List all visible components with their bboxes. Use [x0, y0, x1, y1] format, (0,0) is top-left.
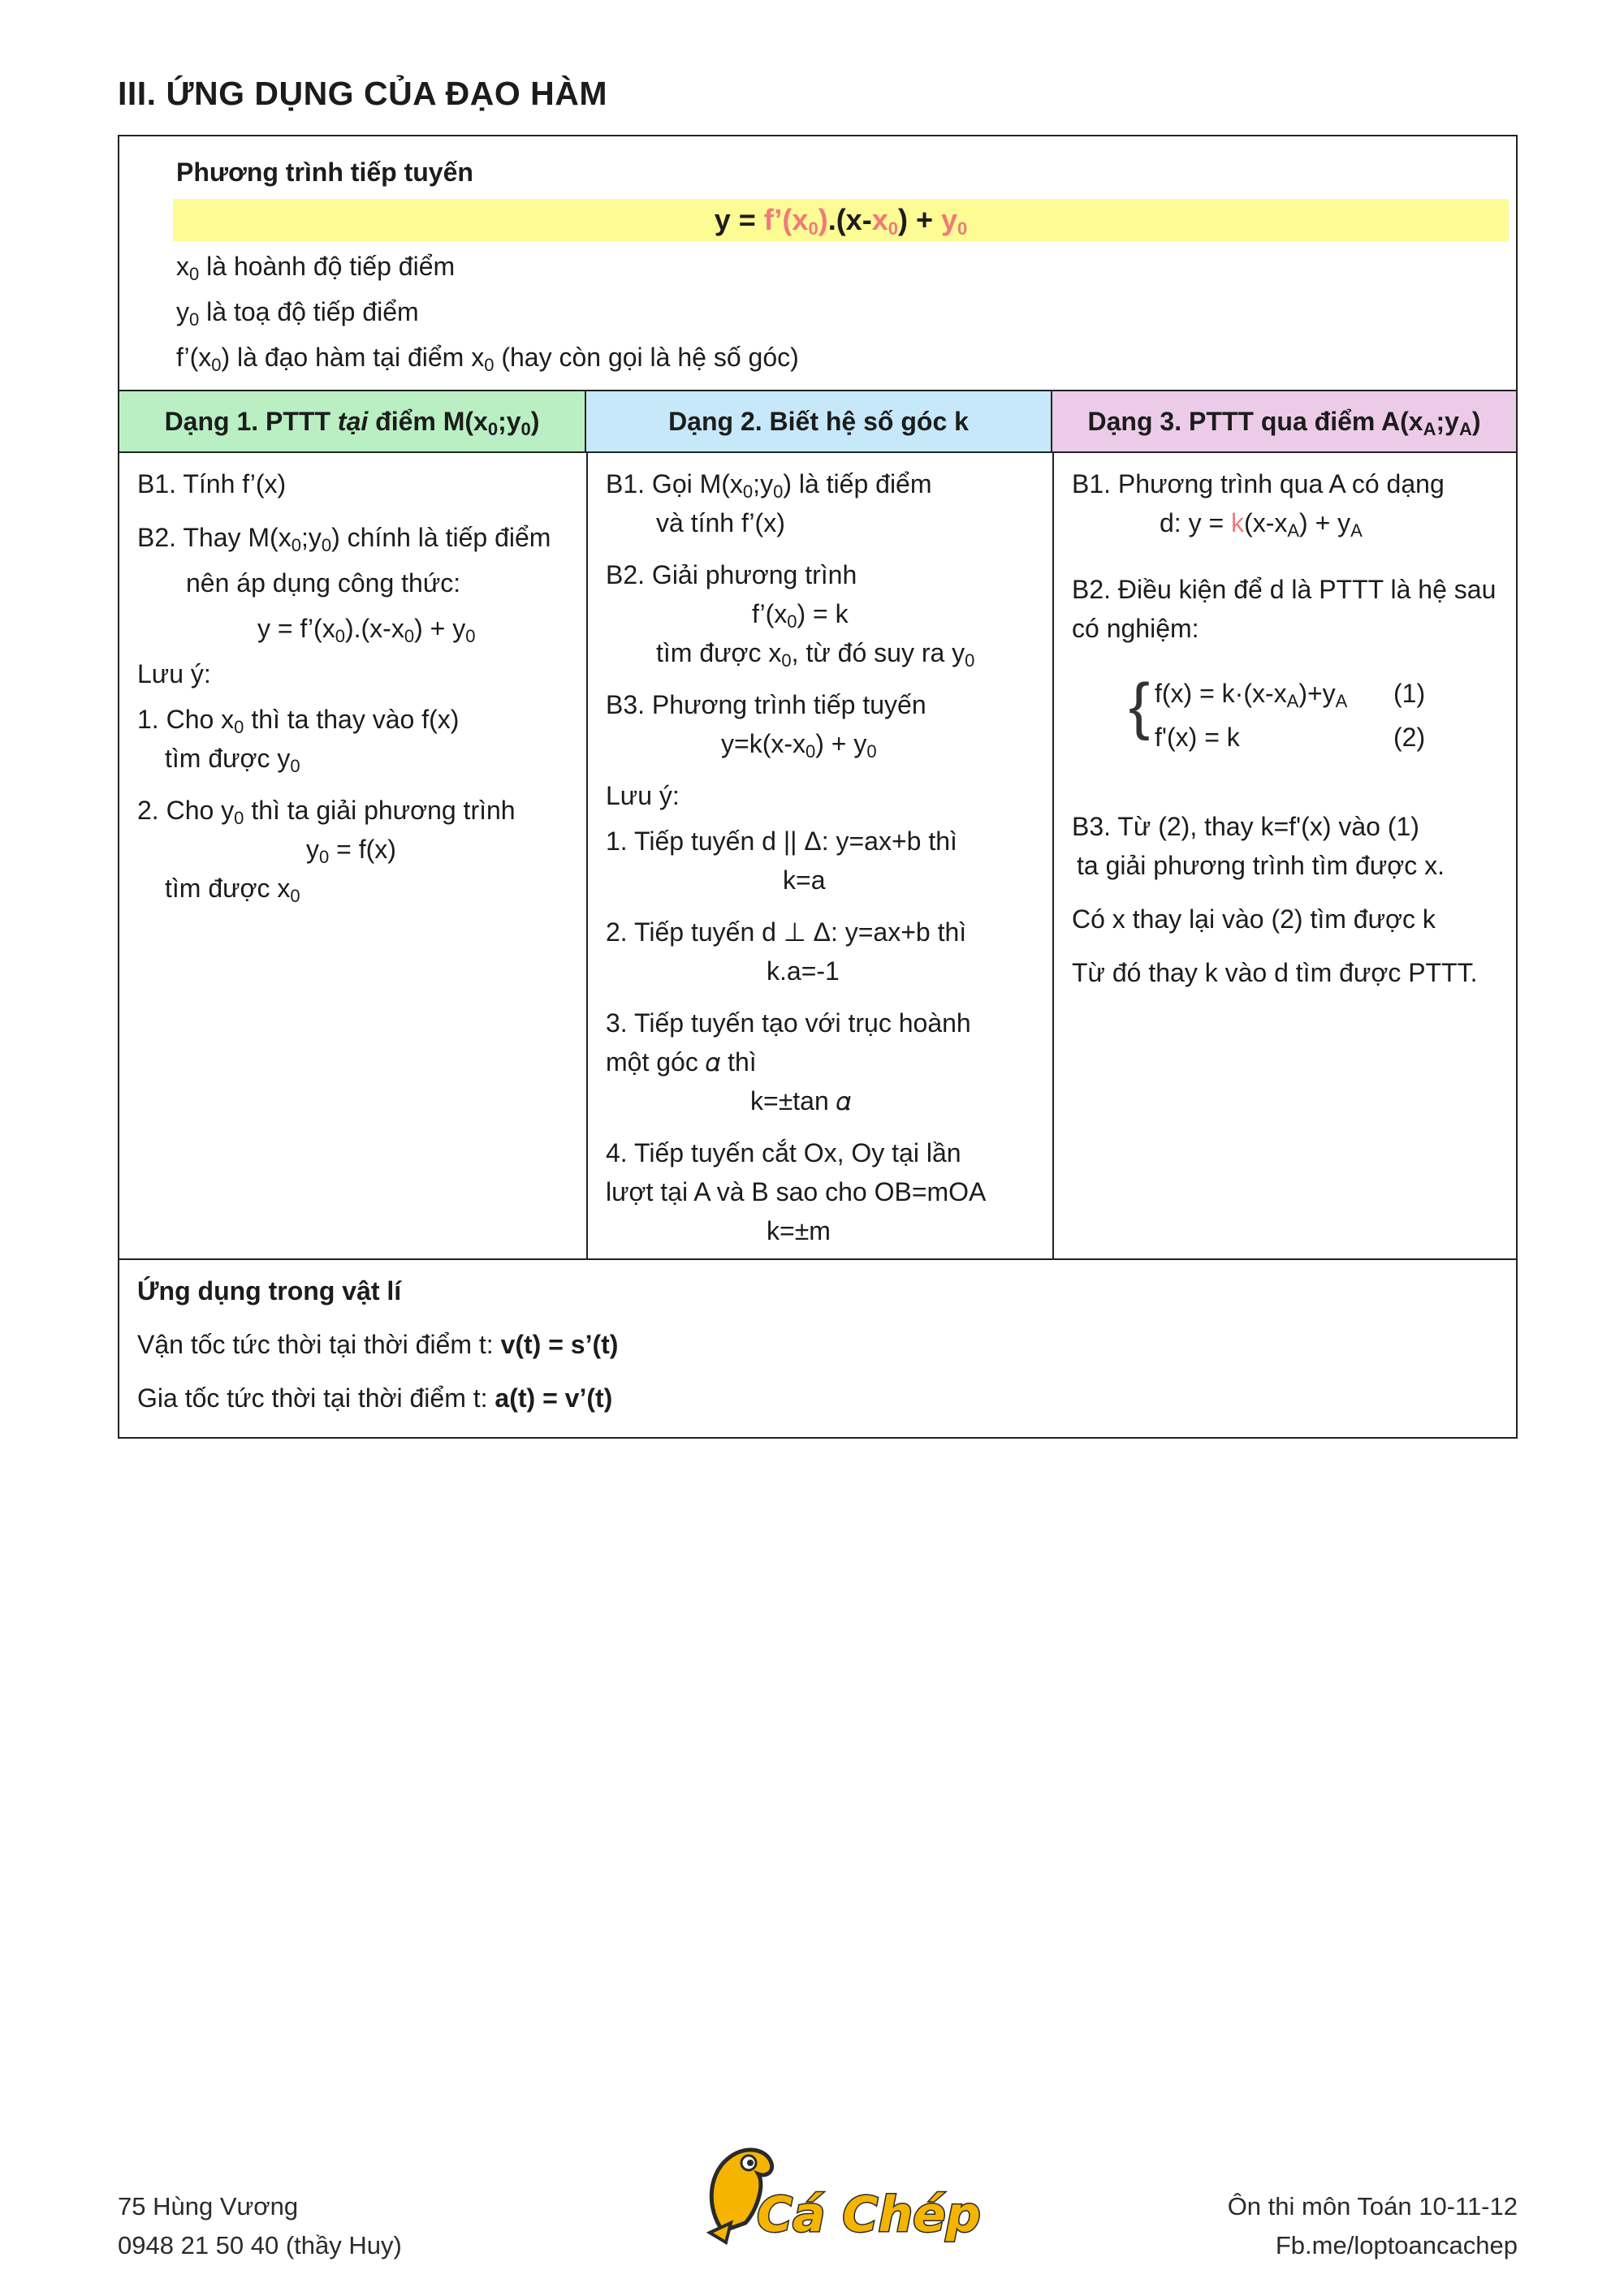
formula-part: ) + [897, 203, 941, 236]
step-b2-eq: $f’(x_0) = k$ [752, 599, 849, 632]
fish-logo-icon [698, 2135, 981, 2249]
note-3-cont: một góc 𝛼 thì [606, 1047, 757, 1077]
intro-title: Phương trình tiếp tuyến [176, 158, 473, 187]
intro-line-x0: $x_0$ là hoành độ tiếp điểm [176, 252, 456, 284]
header-row [119, 390, 1516, 453]
acceleration-line: Gia tốc tức thời tại thời điểm t: a(t) = v’(t) [137, 1383, 613, 1413]
step-b3-cont: ta giải phương trình tìm được x. [1077, 851, 1445, 880]
system-eq-2-num: (2) [1393, 723, 1426, 752]
type-3-content [1054, 453, 1516, 1258]
note-1-eq: k=a [783, 865, 826, 895]
step-b2: B2. Điều kiện để d là PTTT là hệ sau [1072, 575, 1497, 604]
system-eq-2: f'(x) = k [1155, 723, 1240, 752]
formula-part: y = [714, 203, 764, 236]
physics-section [119, 1258, 1516, 1439]
tangent-formula [173, 199, 1509, 241]
system-brace: { [1129, 670, 1151, 741]
intro-line-derivative: $f’(x_0)$ là đạo hàm tại điểm $x_0$ (hay còn gọi là hệ số góc) [176, 343, 799, 375]
step-b3: B3. Từ (2), thay k=f'(x) vào (1) [1072, 812, 1419, 841]
note-2: 2. Cho $y_0$ thì ta giải phương trình [137, 796, 516, 828]
type-1-content [119, 453, 586, 1258]
note-2-eq: k.a=-1 [767, 956, 840, 986]
page-title: III. ỨNG DỤNG CỦA ĐẠO HÀM [118, 75, 608, 112]
step-b2-cont: nên áp dụng công thức: [186, 568, 461, 598]
header-type-1: Dạng 1. PTTT tại điểm $M(x_0;y_0)$ [119, 391, 586, 451]
note-2: 2. Tiếp tuyến d ⊥ Δ: y=ax+b thì [606, 917, 967, 947]
svg-text:Cá Chép: Cá Chép [757, 2186, 981, 2243]
note-1: 1. Tiếp tuyến d || Δ: y=ax+b thì [606, 826, 957, 856]
note-2-cont: tìm được $x_0$ [165, 874, 300, 906]
content-table [118, 135, 1518, 1439]
note-title: Lưu ý: [137, 659, 211, 688]
system-eq-1-num: (1) [1393, 679, 1426, 708]
footer-facebook: Fb.me/loptoancachep [1275, 2231, 1518, 2259]
step-b1-cont: và tính f’(x) [656, 508, 785, 537]
step-b2: B2. Thay $M(x_0;y_0)$ chính là tiếp điểm [137, 523, 551, 555]
header-type-3: Dạng 3. PTTT qua điểm $A(x_A;y_A)$ [1052, 391, 1516, 451]
note-4-eq: k=±m [767, 1216, 831, 1245]
step-b2-cont: có nghiệm: [1072, 614, 1199, 643]
formula-part: .(x- [827, 203, 872, 236]
ca-chep-logo [698, 2135, 981, 2249]
note-3: 3. Tiếp tuyến tạo với trục hoành [606, 1008, 971, 1038]
footer-course: Ôn thi môn Toán 10-11-12 [1227, 2192, 1518, 2220]
note-3-eq: k=±tan 𝛼 [750, 1086, 852, 1116]
type-2-content [588, 453, 1052, 1258]
formula-part: $y_0$ [940, 203, 968, 239]
step-b3: B3. Phương trình tiếp tuyến [606, 690, 926, 719]
note-title: Lưu ý: [606, 781, 680, 810]
step-b3-result: Từ đó thay k vào d tìm được PTTT. [1072, 958, 1478, 987]
step-b2-cont: tìm được $x_0$, từ đó suy ra $y_0$ [656, 638, 975, 671]
note-1: 1. Cho $x_0$ thì ta thay vào f(x) [137, 705, 460, 737]
footer-phone: 0948 21 50 40 (thầy Huy) [118, 2231, 402, 2259]
tangent-intro-section [119, 136, 1516, 391]
step-b3-eq: $y=k(x-x_0) + y_0$ [721, 729, 877, 762]
formula-part: $f’(x_0)$ [763, 203, 828, 239]
header-type-2: Dạng 2. Biết hệ số góc k [586, 391, 1052, 451]
physics-title: Ứng dụng trong vật lí [137, 1276, 402, 1306]
footer-address: 75 Hùng Vương [118, 2192, 299, 2220]
step-b1: B1. Gọi $M(x_0;y_0)$ là tiếp điểm [606, 469, 932, 502]
step-b1-eq: d: $y = k(x-x_A) + y_A$ [1160, 508, 1363, 541]
step-b1: B1. Phương trình qua A có dạng [1072, 469, 1445, 498]
formula-line: $y = f’(x_0).(x-x_0) + y_0$ [257, 614, 476, 646]
formula-part: $x_0$ [871, 203, 898, 239]
note-2-eq: $y_0 = f(x)$ [306, 835, 396, 867]
step-b3-k: Có x thay lại vào (2) tìm được k [1072, 904, 1436, 934]
note-4: 4. Tiếp tuyến cắt Ox, Oy tại lần [606, 1138, 961, 1167]
step-b2: B2. Giải phương trình [606, 560, 857, 589]
system-eq-1: $f(x) = k\cdot(x-x_A)+y_A$ [1155, 679, 1348, 711]
note-4-cont: lượt tại A và B sao cho OB=mOA [606, 1177, 987, 1206]
step-b1: B1. Tính f’(x) [137, 469, 287, 498]
velocity-line: Vận tốc tức thời tại thời điểm t: v(t) = s’(t) [137, 1330, 619, 1359]
intro-line-y0: $y_0$ là toạ độ tiếp điểm [176, 297, 419, 330]
note-1-cont: tìm được $y_0$ [165, 744, 300, 776]
